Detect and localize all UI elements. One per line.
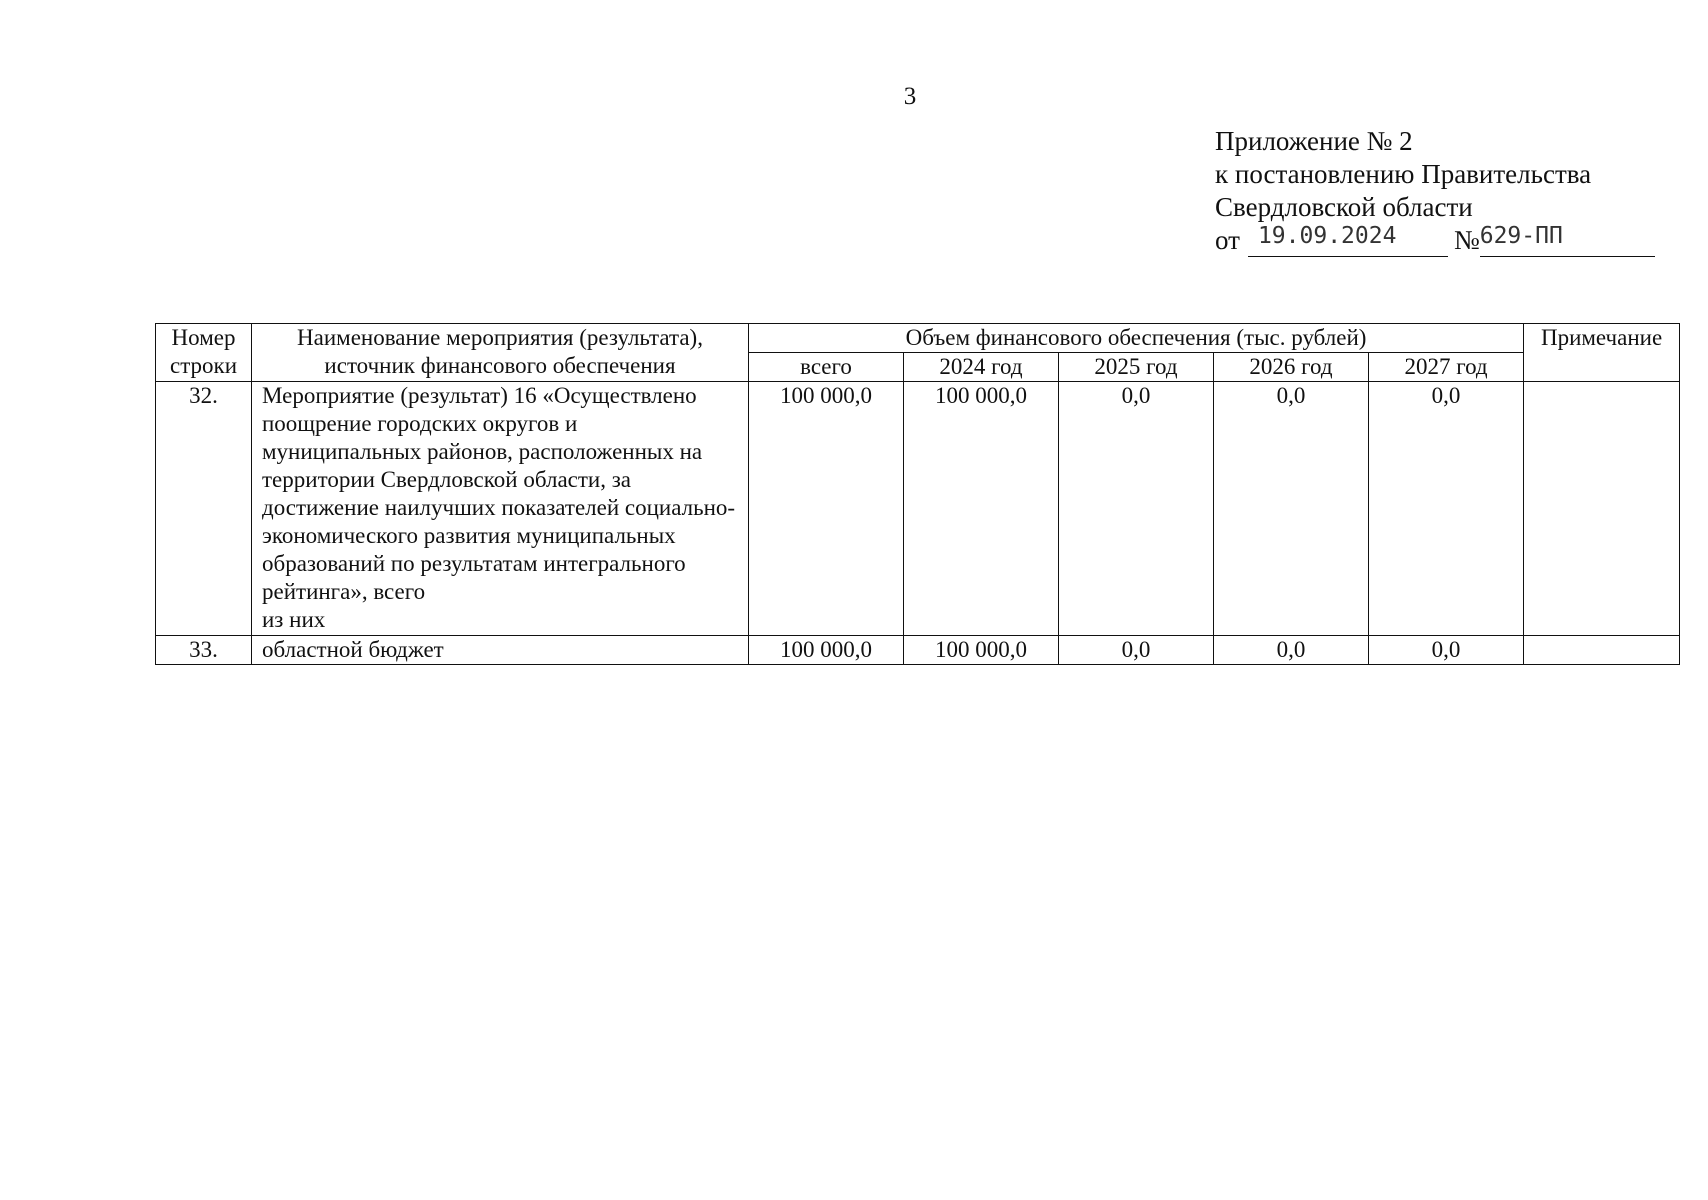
header-note: Примечание: [1524, 324, 1680, 382]
header-total: всего: [749, 353, 904, 382]
header-name: Наименование мероприятия (результата), источник финансового обеспечения: [252, 324, 749, 382]
row-2026: 0,0: [1214, 382, 1369, 636]
row-name-text: Мероприятие (результат) 16 «Осуществлено поощрение городских округов и муниципальных районов, расположенных на территории Свердловской области, за достижение наилучших показателей социально-экономического развития муниципальных образований по результатам интегрального рейтинга», всего: [262, 383, 736, 604]
row-2025: 0,0: [1059, 636, 1214, 665]
row-2024: 100 000,0: [904, 636, 1059, 665]
page-number: 3: [903, 83, 917, 110]
header-row-top: [156, 324, 1680, 353]
header-2026: 2026 год: [1214, 353, 1369, 382]
row-note: [1524, 382, 1680, 636]
row-number: 32.: [156, 382, 252, 636]
appendix-region-line: Свердловской области: [1215, 192, 1473, 222]
appendix-block: [1215, 125, 1655, 257]
appendix-resolution-line: к постановлению Правительства: [1215, 159, 1592, 189]
header-2027: 2027 год: [1369, 353, 1524, 382]
row-name: [252, 382, 749, 636]
appendix-title: Приложение № 2: [1215, 126, 1413, 156]
row-total: 100 000,0: [749, 382, 904, 636]
row-2027: 0,0: [1369, 636, 1524, 665]
row-total: 100 000,0: [749, 636, 904, 665]
date-value: 19.09.2024: [1257, 223, 1397, 249]
header-row-number: Номер строки: [156, 324, 252, 382]
number-prefix: №: [1453, 225, 1480, 255]
row-2026: 0,0: [1214, 636, 1369, 665]
header-2024: 2024 год: [904, 353, 1059, 382]
number-field: [1479, 223, 1655, 257]
appendix-date-number-line: [1215, 224, 1655, 257]
funding-table: [155, 323, 1680, 665]
row-2027: 0,0: [1369, 382, 1524, 636]
date-field: [1248, 223, 1448, 257]
header-funding-group: Объем финансового обеспечения (тыс. рублей): [749, 324, 1524, 353]
header-2025: 2025 год: [1059, 353, 1214, 382]
date-prefix: от: [1215, 225, 1240, 255]
table-row: [156, 382, 1680, 636]
row-number: 33.: [156, 636, 252, 665]
row-name: областной бюджет: [252, 636, 749, 665]
row-name-suffix: из них: [262, 607, 326, 632]
table-row: [156, 636, 1680, 665]
row-note: [1524, 636, 1680, 665]
number-value: 629-ПП: [1479, 223, 1563, 249]
row-2025: 0,0: [1059, 382, 1214, 636]
row-2024: 100 000,0: [904, 382, 1059, 636]
